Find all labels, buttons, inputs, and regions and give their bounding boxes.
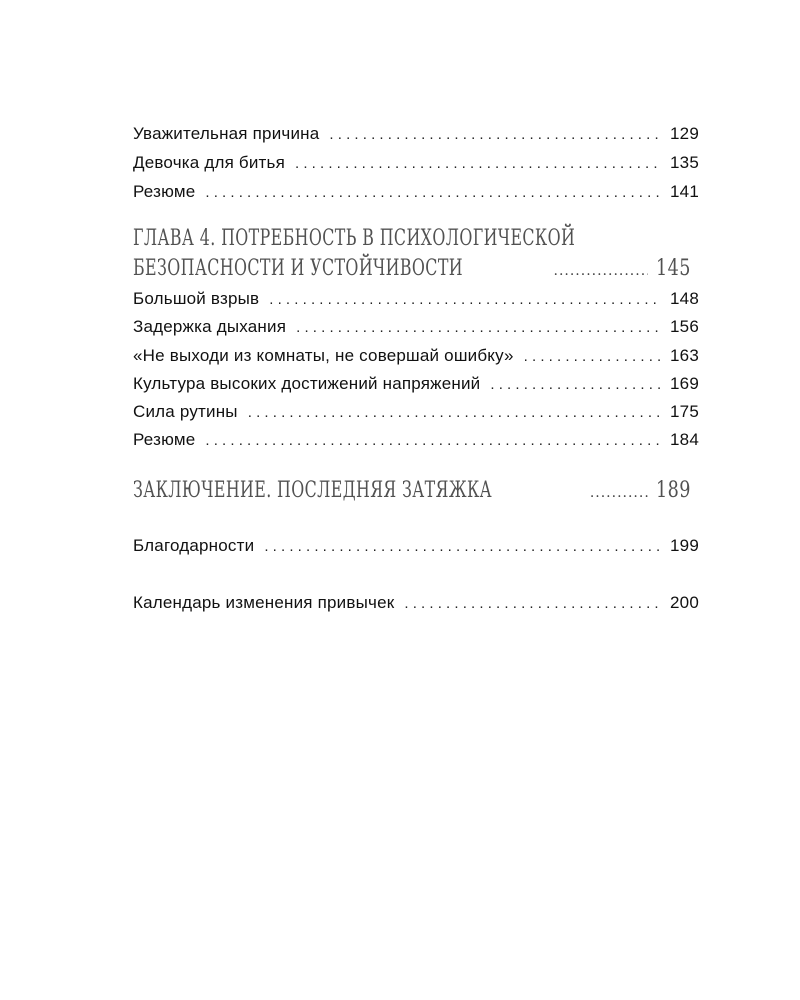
toc-entry[interactable] (133, 346, 699, 370)
toc-entry-title: Резюме (133, 182, 196, 201)
toc-entry-page: 129 (670, 124, 699, 143)
chapter-heading[interactable] (133, 478, 699, 508)
toc-entry[interactable] (133, 374, 699, 398)
toc-entry-title: Уважительная причина (133, 124, 320, 143)
dot-leader (296, 319, 660, 336)
dot-leader (490, 376, 660, 393)
chapter-title-line-2: БЕЗОПАСНОСТИ И УСТОЙЧИВОСТИ (133, 256, 463, 281)
toc-entry[interactable] (133, 289, 699, 313)
toc-entry-title: Большой взрыв (133, 289, 260, 308)
toc-entry-title: Благодарности (133, 536, 255, 555)
toc-entry-page: 163 (670, 346, 699, 365)
dot-leader (554, 263, 648, 279)
toc-entry-page: 169 (670, 374, 699, 393)
toc-entry-page: 141 (670, 182, 699, 201)
dot-leader (205, 184, 660, 201)
chapter-page: 189 (655, 478, 691, 503)
toc-entry-page: 148 (670, 289, 699, 308)
toc-entry[interactable] (133, 317, 699, 341)
toc-entry-page: 184 (670, 430, 699, 449)
toc-entry[interactable] (133, 182, 699, 206)
chapter-title-line-1: ГЛАВА 4. ПОТРЕБНОСТЬ В ПСИХОЛОГИЧЕСКОЙ (133, 226, 576, 251)
toc-entry-page: 135 (670, 153, 699, 172)
toc-entry-page: 156 (670, 317, 699, 336)
dot-leader (295, 155, 660, 172)
toc-entry[interactable] (133, 124, 699, 148)
toc-entry[interactable] (133, 536, 699, 560)
toc-entry-page: 200 (670, 593, 699, 612)
dot-leader (590, 485, 648, 501)
dot-leader (524, 348, 660, 365)
toc-entry-title: Сила рутины (133, 402, 238, 421)
toc-entry-title: Девочка для битья (133, 153, 285, 172)
chapter-title-line-1: ЗАКЛЮЧЕНИЕ. ПОСЛЕДНЯЯ ЗАТЯЖКА (133, 478, 493, 503)
toc-entry[interactable] (133, 402, 699, 426)
chapter-heading[interactable] (133, 226, 699, 286)
dot-leader (264, 538, 660, 555)
toc-entry-title: «Не выходи из комнаты, не совершай ошибку» (133, 346, 514, 365)
dot-leader (205, 432, 660, 449)
chapter-page: 145 (655, 256, 691, 281)
toc-entry-page: 175 (670, 402, 699, 421)
toc-entry-page: 199 (670, 536, 699, 555)
dot-leader (329, 126, 660, 143)
toc-entry[interactable] (133, 153, 699, 177)
toc-entry-title: Резюме (133, 430, 196, 449)
toc-entry-title: Задержка дыхания (133, 317, 287, 336)
dot-leader (404, 595, 660, 612)
dot-leader (248, 404, 660, 421)
toc-entry-title: Культура высоких достижений напряжений (133, 374, 481, 393)
toc-entry[interactable] (133, 430, 699, 454)
toc-entry-title: Календарь изменения привычек (133, 593, 395, 612)
dot-leader (269, 291, 660, 308)
toc-entry[interactable] (133, 593, 699, 617)
